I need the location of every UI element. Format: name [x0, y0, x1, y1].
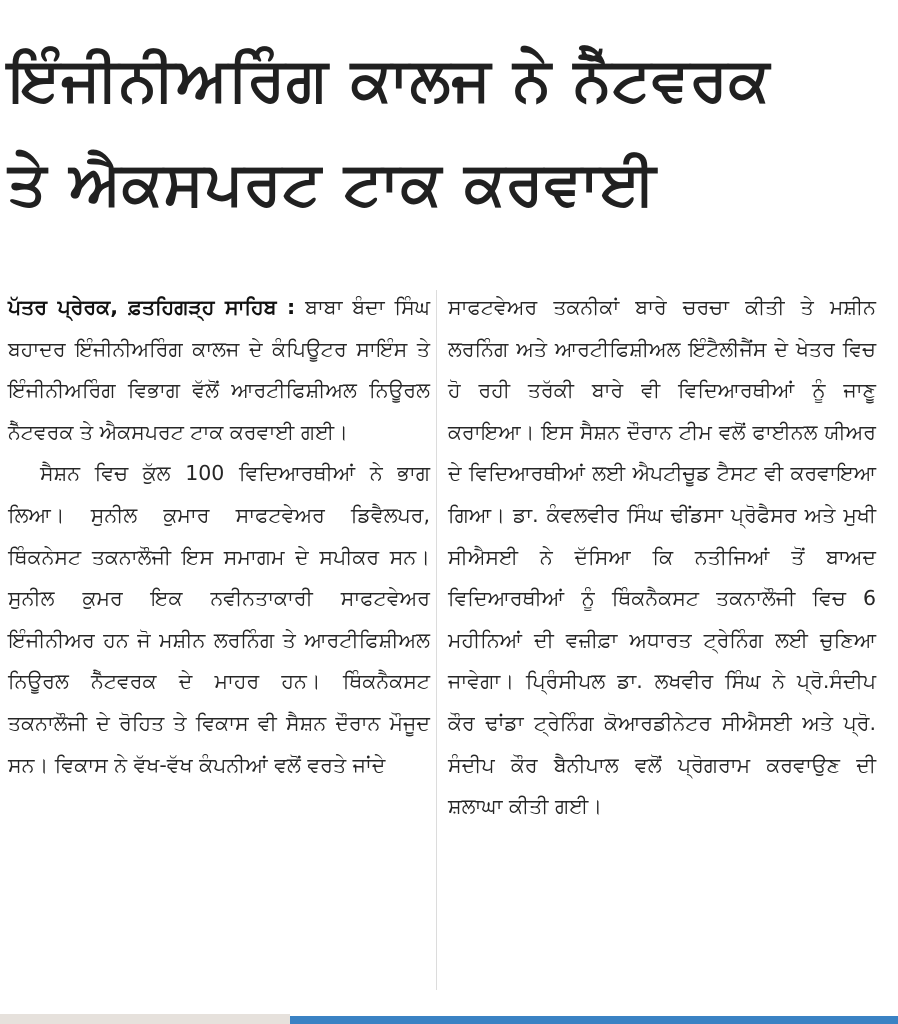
- article-paragraph-1: [8, 287, 430, 453]
- column-divider: [436, 290, 437, 990]
- bottom-bar-left: [0, 1014, 290, 1024]
- article-column-right: [448, 287, 876, 828]
- paragraph-1-text: ਬਾਬਾ ਬੰਦਾ ਸਿੰਘ ਬਹਾਦਰ ਇੰਜੀਨੀਅਰਿੰਗ ਕਾਲਜ ਦੇ ਕੰਪਿਊਟਰ ਸਾਇੰਸ ਤੇ ਇੰਜੀਨੀਅਰਿੰਗ ਵਿਭਾਗ ਵੱਲੋਂ ਆਰਟੀਫਿਸ਼ੀਅਲ ਨਿਊਰਲ ਨੈੱਟਵਰਕ ਤੇ ਐਕਸਪਰਟ ਟਾਕ ਕਰਵਾਈ ਗਈ।: [8, 295, 430, 444]
- headline-line-1: ਇੰਜੀਨੀਅਰਿੰਗ ਕਾਲਜ ਨੇ ਨੈੱਟਵਰਕ: [8, 45, 771, 115]
- article-paragraph-2: ਸੈਸ਼ਨ ਵਿਚ ਕੁੱਲ 100 ਵਿਦਿਆਰਥੀਆਂ ਨੇ ਭਾਗ ਲਿਆ। ਸੁਨੀਲ ਕੁਮਾਰ ਸਾਫਟਵੇਅਰ ਡਿਵੈਲਪਰ, ਥਿੰਕਨੇਸਟ ਤਕਨਾਲੌਜੀ ਇਸ ਸਮਾਗਮ ਦੇ ਸਪੀਕਰ ਸਨ। ਸੁਨੀਲ ਕੁਮਰ ਇਕ ਨਵੀਨਤਾਕਾਰੀ ਸਾਫਟਵੇਅਰ ਇੰਜੀਨੀਅਰ ਹਨ ਜੋ ਮਸ਼ੀਨ ਲਰਨਿੰਗ ਤੇ ਆਰਟੀਫਿਸ਼ੀਅਲ ਨਿਊਰਲ ਨੈੱਟਵਰਕ ਦੇ ਮਾਹਰ ਹਨ। ਥਿੰਕਨੈਕਸਟ ਤਕਨਾਲੌਜੀ ਦੇ ਰੋਹਿਤ ਤੇ ਵਿਕਾਸ ਵੀ ਸੈਸ਼ਨ ਦੌਰਾਨ ਮੌਜੂਦ ਸਨ। ਵਿਕਾਸ ਨੇ ਵੱਖ-ਵੱਖ ਕੰਪਨੀਆਂ ਵਲੋਂ ਵਰਤੇ ਜਾਂਦੇ: [8, 461, 430, 777]
- article-column-left: [8, 287, 430, 786]
- dateline: ਪੱਤਰ ਪ੍ਰੇਰਕ, ਫ਼ਤਹਿਗੜ੍ਹ ਸਾਹਿਬ :: [8, 295, 296, 319]
- headline-line-2: ਤੇ ਐਕਸਪਰਟ ਟਾਕ ਕਰਵਾਈ: [8, 149, 657, 219]
- article-paragraph-3: ਸਾਫਟਵੇਅਰ ਤਕਨੀਕਾਂ ਬਾਰੇ ਚਰਚਾ ਕੀਤੀ ਤੇ ਮਸ਼ੀਨ ਲਰਨਿੰਗ ਅਤੇ ਆਰਟੀਫਿਸ਼ੀਅਲ ਇੰਟੈਲੀਜੈਂਸ ਦੇ ਖੇਤਰ ਵਿਚ ਹੋ ਰਹੀ ਤਰੱਕੀ ਬਾਰੇ ਵੀ ਵਿਦਿਆਰਥੀਆਂ ਨੂੰ ਜਾਣੂ ਕਰਾਇਆ। ਇਸ ਸੈਸ਼ਨ ਦੌਰਾਨ ਟੀਮ ਵਲੋਂ ਫਾਈਨਲ ਯੀਅਰ ਦੇ ਵਿਦਿਆਰਥੀਆਂ ਲਈ ਐਪਟੀਚੂਡ ਟੈਸਟ ਵੀ ਕਰਵਾਇਆ ਗਿਆ। ਡਾ. ਕੰਵਲਵੀਰ ਸਿੰਘ ਢੀਂਡਸਾ ਪ੍ਰੋਫੈਸਰ ਅਤੇ ਮੁਖੀ ਸੀਐਸਈ ਨੇ ਦੱਸਿਆ ਕਿ ਨਤੀਜਿਆਂ ਤੋਂ ਬਾਅਦ ਵਿਦਿਆਰਥੀਆਂ ਨੂੰ ਥਿੰਕਨੈਕਸਟ ਤਕਨਾਲੌਜੀ ਵਿਚ 6 ਮਹੀਨਿਆਂ ਦੀ ਵਜ਼ੀਫ਼ਾ ਅਧਾਰਤ ਟ੍ਰੇਨਿੰਗ ਲਈ ਚੁਣਿਆ ਜਾਵੇਗਾ। ਪ੍ਰਿੰਸੀਪਲ ਡਾ. ਲਖਵੀਰ ਸਿੰਘ ਨੇ ਪ੍ਰੋ.ਸੰਦੀਪ ਕੌਰ ਢਾਂਡਾ ਟ੍ਰੇਨਿੰਗ ਕੋਆਰਡੀਨੇਟਰ ਸੀਐਸਈ ਅਤੇ ਪ੍ਰੋ. ਸੰਦੀਪ ਕੌਰ ਬੈਨੀਪਾਲ ਵਲੋਂ ਪ੍ਰੋਗਰਾਮ ਕਰਵਾਉਣ ਦੀ ਸ਼ਲਾਘਾ ਕੀਤੀ ਗਈ।: [448, 295, 876, 819]
- article-headline: [8, 28, 888, 236]
- bottom-accent-bar: [290, 1016, 898, 1024]
